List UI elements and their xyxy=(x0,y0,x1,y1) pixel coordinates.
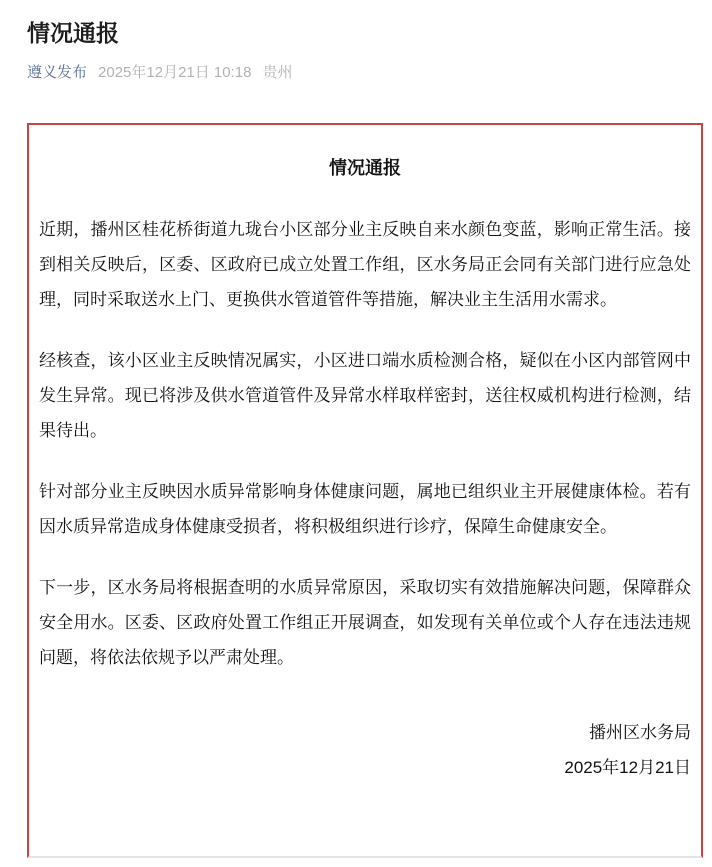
notice-signature: 播州区水务局 xyxy=(589,723,691,742)
notice-paragraph: 针对部分业主反映因水质异常影响身体健康问题，属地已组织业主开展健康体检。若有因水质异常造成身体健康受损者，将积极组织进行诊疗，保障生命健康安全。 xyxy=(39,482,691,536)
byline xyxy=(27,63,685,83)
page-title: 情况通报 xyxy=(27,20,119,46)
notice-title: 情况通报 xyxy=(329,158,401,178)
notice-box xyxy=(27,123,703,858)
publish-datetime: 2025年12月21日 10:18 xyxy=(98,64,252,81)
account-name-link[interactable]: 遵义发布 xyxy=(27,64,88,81)
notice-date: 2025年12月21日 xyxy=(564,758,691,777)
notice-signature-block xyxy=(39,715,691,785)
notice-paragraph: 经核查，该小区业主反映情况属实，小区进口端水质检测合格，疑似在小区内部管网中发生异常。现已将涉及供水管道管件及异常水样取样密封，送往权威机构进行检测，结果待出。 xyxy=(39,351,691,440)
notice-paragraph: 下一步，区水务局将根据查明的水质异常原因，采取切实有效措施解决问题，保障群众安全用水。区委、区政府处置工作组正开展调查，如发现有关单位或个人存在违法违规问题，将依法依规予以严肃处理。 xyxy=(39,578,691,667)
notice-body xyxy=(39,212,691,675)
publish-location: 贵州 xyxy=(262,64,293,81)
notice-paragraph: 近期，播州区桂花桥街道九珑台小区部分业主反映自来水颜色变蓝，影响正常生活。接到相关反映后，区委、区政府已成立处置工作组，区水务局正会同有关部门进行应急处理，同时采取送水上门、更换供水管道管件等措施，解决业主生活用水需求。 xyxy=(39,220,691,309)
